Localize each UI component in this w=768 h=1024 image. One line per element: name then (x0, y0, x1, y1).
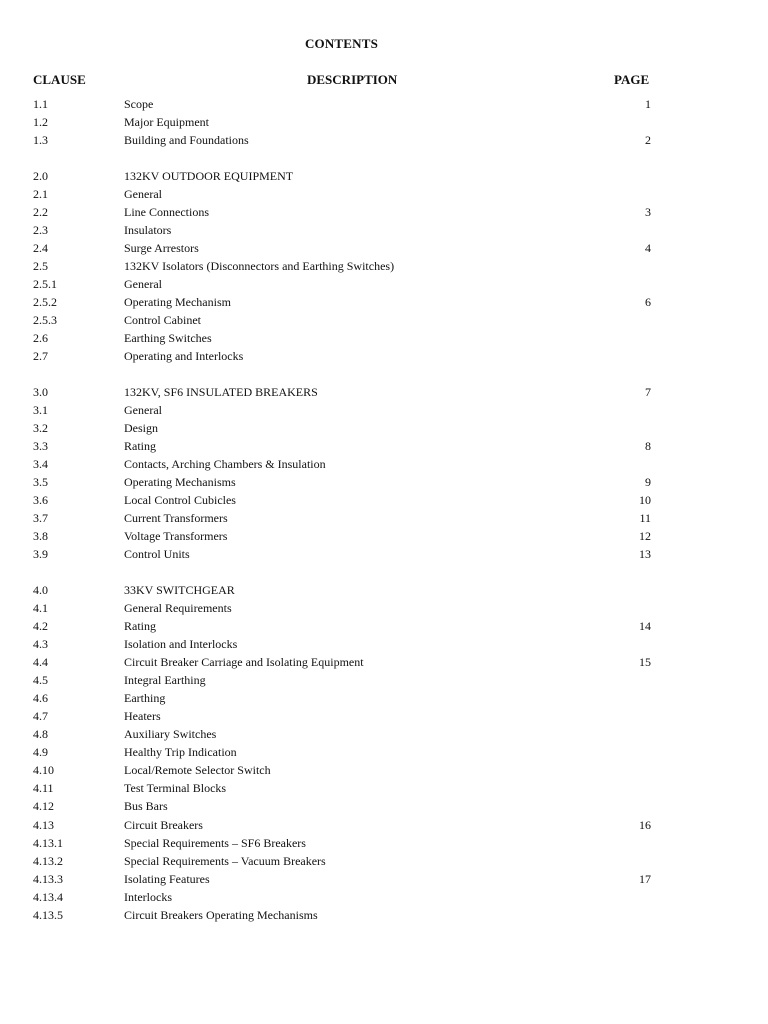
description-column-header: DESCRIPTION (307, 72, 398, 87)
table-row (0, 331, 768, 349)
clause-description: General (124, 277, 162, 292)
clause-description: Isolation and Interlocks (124, 637, 238, 652)
clause-number: 2.6 (33, 331, 48, 346)
clause-number: 3.0 (33, 384, 48, 399)
clause-description: Special Requirements – Vacuum Breakers (124, 853, 326, 868)
table-row (0, 529, 768, 547)
clause-description: Scope (124, 97, 154, 111)
clause-description: Rating (124, 438, 156, 453)
clause-number: 4.11 (33, 781, 54, 796)
table-row (0, 637, 768, 655)
clause-description: Circuit Breaker Carriage and Isolating Equipment (124, 655, 364, 670)
page-number: 1 (645, 97, 651, 111)
clause-number: 2.0 (33, 168, 48, 183)
clause-number: 4.10 (33, 763, 54, 778)
clause-description: Healthy Trip Indication (124, 745, 237, 760)
table-row (0, 259, 768, 277)
table-row (0, 908, 768, 926)
clause-description: 132KV, SF6 INSULATED BREAKERS (124, 384, 318, 399)
table-row (0, 511, 768, 529)
page-number: 4 (645, 240, 651, 255)
table-row (0, 601, 768, 619)
clause-description: Special Requirements – SF6 Breakers (124, 835, 306, 850)
page-column-header: PAGE (614, 72, 650, 87)
page-number: 11 (639, 511, 651, 526)
clause-description: Earthing Switches (124, 331, 212, 346)
clause-number: 4.13.1 (33, 835, 63, 850)
table-row (0, 475, 768, 493)
clause-description: Voltage Transformers (124, 529, 228, 544)
table-row (0, 691, 768, 709)
clause-number: 4.13.2 (33, 853, 63, 868)
clause-number: 3.4 (33, 457, 48, 472)
clause-number: 4.13.4 (33, 889, 63, 904)
clause-number: 4.12 (33, 799, 54, 814)
clause-description: Heaters (124, 709, 161, 724)
page-number: 9 (645, 475, 651, 490)
table-row (0, 421, 768, 439)
table-row (0, 727, 768, 745)
table-row (0, 457, 768, 475)
page-number: 2 (645, 133, 651, 148)
clause-number: 3.8 (33, 529, 48, 544)
clause-number: 2.5.2 (33, 295, 57, 310)
clause-number: 2.5.1 (33, 277, 57, 292)
clause-number: 3.7 (33, 511, 48, 526)
clause-description: Local Control Cubicles (124, 493, 236, 508)
clause-number: 3.1 (33, 402, 48, 417)
clause-number: 3.2 (33, 420, 48, 435)
table-row (0, 836, 768, 854)
clause-description: General Requirements (124, 600, 232, 615)
clause-number: 2.7 (33, 349, 48, 364)
table-header (0, 72, 768, 88)
page-number: 8 (645, 438, 651, 453)
clause-description: Major Equipment (124, 115, 209, 130)
table-row (0, 439, 768, 457)
table-row (0, 619, 768, 637)
clause-description: Local/Remote Selector Switch (124, 763, 271, 778)
table-row (0, 709, 768, 727)
clause-description: Isolating Features (124, 871, 210, 886)
clause-number: 4.6 (33, 691, 48, 706)
clause-description: Bus Bars (124, 799, 168, 814)
page-number: 3 (645, 204, 651, 219)
table-row (0, 818, 768, 836)
clause-number: 3.3 (33, 438, 48, 453)
clause-number: 1.1 (33, 97, 48, 111)
table-row (0, 781, 768, 799)
table-row (0, 673, 768, 691)
table-row (0, 493, 768, 511)
clause-number: 2.2 (33, 204, 48, 219)
clause-description: General (124, 402, 162, 417)
clause-description: Surge Arrestors (124, 240, 199, 255)
page-number: 13 (639, 547, 651, 562)
clause-number: 4.13 (33, 817, 54, 832)
clause-number: 4.13.5 (33, 907, 63, 922)
table-row (0, 97, 768, 115)
clause-description: 132KV OUTDOOR EQUIPMENT (124, 168, 294, 183)
table-row (0, 385, 768, 403)
page-number: 7 (645, 384, 651, 399)
clause-number: 4.9 (33, 745, 48, 760)
clause-number: 3.9 (33, 547, 48, 562)
table-row (0, 295, 768, 313)
clause-description: Circuit Breakers (124, 817, 203, 832)
clause-description: Circuit Breakers Operating Mechanisms (124, 907, 318, 922)
clause-description: Line Connections (124, 204, 209, 219)
clause-number: 2.1 (33, 186, 48, 201)
page-number: 14 (639, 619, 651, 633)
table-row (0, 115, 768, 133)
clause-number: 3.6 (33, 493, 48, 508)
clause-number: 1.2 (33, 115, 48, 130)
page-number: 15 (639, 655, 651, 670)
clause-description: Interlocks (124, 889, 172, 904)
clause-description: Integral Earthing (124, 673, 206, 688)
clause-number: 4.0 (33, 582, 48, 597)
page-title: CONTENTS (304, 36, 379, 51)
page-number: 12 (639, 529, 651, 544)
table-row (0, 854, 768, 872)
table-row (0, 547, 768, 565)
clause-description: Earthing (124, 691, 166, 706)
clause-description: Operating and Interlocks (124, 349, 244, 364)
clause-number: 3.5 (33, 475, 48, 490)
table-row (0, 403, 768, 421)
clause-description: Design (124, 420, 158, 435)
contents-table (0, 97, 768, 926)
clause-description: Auxiliary Switches (124, 727, 217, 742)
clause-number: 4.3 (33, 637, 48, 652)
clause-description: Control Units (124, 547, 190, 562)
clause-description: Building and Foundations (124, 133, 249, 148)
table-row (0, 890, 768, 908)
clause-number: 2.3 (33, 222, 48, 237)
table-row (0, 349, 768, 367)
table-row (0, 799, 768, 817)
table-row (0, 745, 768, 763)
clause-number: 2.4 (33, 240, 48, 255)
table-row (0, 223, 768, 241)
clause-description: Test Terminal Blocks (124, 781, 227, 796)
clause-description: Rating (124, 619, 156, 633)
table-row (0, 187, 768, 205)
clause-number: 1.3 (33, 133, 48, 148)
clause-description: Operating Mechanism (124, 295, 231, 310)
page-number: 17 (639, 871, 651, 886)
table-row (0, 205, 768, 223)
clause-number: 2.5 (33, 258, 48, 273)
clause-number: 4.5 (33, 673, 48, 688)
clause-description: 132KV Isolators (Disconnectors and Earthing Switches) (124, 258, 395, 273)
page-number: 6 (645, 295, 651, 310)
clause-column-header: CLAUSE (33, 72, 86, 87)
clause-description: General (124, 186, 162, 201)
table-row (0, 277, 768, 295)
clause-number: 2.5.3 (33, 313, 57, 328)
clause-number: 4.1 (33, 600, 48, 615)
page-number: 16 (639, 817, 651, 832)
table-row (0, 241, 768, 259)
table-row (0, 313, 768, 331)
table-row (0, 872, 768, 890)
clause-number: 4.13.3 (33, 871, 63, 886)
clause-description: Current Transformers (124, 511, 228, 526)
clause-description: Control Cabinet (124, 313, 201, 328)
page-number: 10 (639, 493, 651, 508)
clause-number: 4.8 (33, 727, 48, 742)
clause-description: 33KV SWITCHGEAR (124, 582, 235, 597)
table-row (0, 169, 768, 187)
clause-description: Operating Mechanisms (124, 475, 236, 490)
clause-number: 4.2 (33, 619, 48, 633)
table-row (0, 583, 768, 601)
clause-description: Contacts, Arching Chambers & Insulation (124, 457, 326, 472)
table-row (0, 655, 768, 673)
clause-number: 4.7 (33, 709, 48, 724)
clause-description: Insulators (124, 222, 172, 237)
table-row (0, 763, 768, 781)
clause-number: 4.4 (33, 655, 48, 670)
table-row (0, 133, 768, 151)
